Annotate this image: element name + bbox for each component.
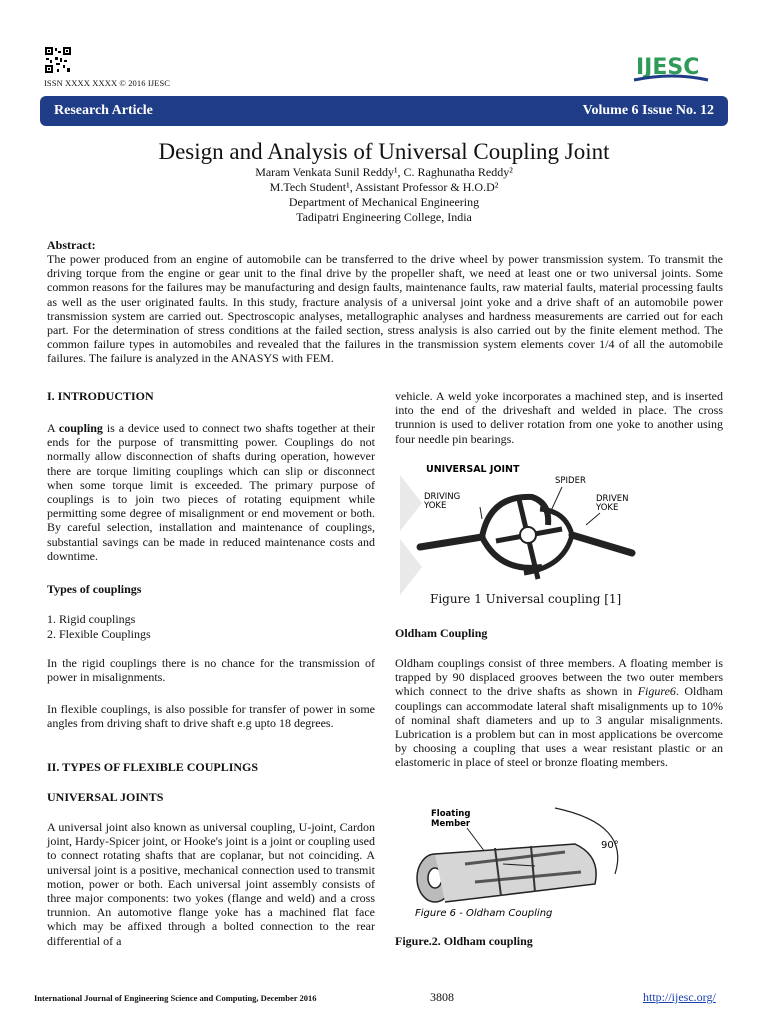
footer-journal: International Journal of Engineering Science and Computing, December 2016 bbox=[34, 993, 317, 1003]
fig2-angle-label: 90° bbox=[601, 840, 619, 851]
oldham-heading: Oldham Coupling bbox=[395, 626, 488, 640]
svg-text:YOKE: YOKE bbox=[596, 503, 619, 513]
universal-joint-paragraph: A universal joint also known as universal coupling, U-joint, Cardon joint, Hardy-Spicer joint, or Hooke's joint is a joint or coupling used to connect rotating shafts that are coplanar, but not coinciding. A universal joint is a positive, mechanical connection used to transmit motion, power or both. Each universal joint assembly consists of three major components: two yokes (flange and weld) and a cross trunnion. An automotive flange yoke has a machined flat face which may be affixed through a bolted connection to the rear differential of a bbox=[47, 820, 375, 948]
ijesc-logo bbox=[632, 52, 710, 88]
continued-paragraph: vehicle. A weld yoke incorporates a machined step, and is inserted into the end of the driveshaft and welded in place. The cross trunnion is used to deliver rotation from one yoke to another using four needle pin bearings. bbox=[395, 389, 723, 446]
footer-page-number: 3808 bbox=[430, 990, 454, 1004]
header-band bbox=[40, 96, 728, 126]
rigid-paragraph: In the rigid couplings there is no chance for the transmission of power in misalignments. bbox=[47, 656, 375, 685]
oldham-paragraph: Oldham couplings consist of three members. A floating member is trapped by 90 displaced grooves between the two outer members which connect to the drive shafts as shown in Figure6. Oldham couplings can accommodate lateral shaft misalignments up to 10% of nominal shaft diameters and up to 3 angular misalignments. Lubrication is a problem but can in most applications be overcome by choosing a coupling that uses a wear resistant plastic or an elastomeric in place of steel or bronze floating members. bbox=[395, 656, 723, 770]
svg-text:YOKE: YOKE bbox=[424, 501, 447, 511]
abstract-text: The power produced from an engine of automobile can be transferred to the drive wheel by power transmission system. To transmit the driving torque from the engine or gear unit to the final drive by the propeller shaft, we need at least one or two universal joints. Some common reasons for the failures may be manufacturing and design faults, maintenance faults, raw material faults, material processing faults as well as the user originated faults. In this study, fracture analysis of a universal joint yoke and a drive shaft of an automobile power transmission system are carried out. Spectroscopic analyses, metallographic analyses and hardness measurements are carried out for each part. For the determination of stress conditions at the failed section, stress analysis is also carried out by the finite element method. The common failure types in automobiles and revealed that the failures in the transmission system elements cover 1/4 of all the automobile failures. The failure is analyzed in the ANASYS with FEM. bbox=[47, 252, 723, 366]
department-line: Department of Mechanical Engineering bbox=[288, 195, 480, 209]
section-2-heading: II. TYPES OF FLEXIBLE COUPLINGS bbox=[47, 760, 259, 774]
type-item-rigid: 1. Rigid couplings bbox=[47, 612, 136, 626]
figure-2-caption: Figure.2. Oldham coupling bbox=[395, 934, 533, 948]
svg-text:Member: Member bbox=[431, 819, 471, 829]
roles-line: M.Tech Student¹, Assistant Professor & H.O.D² bbox=[269, 180, 499, 194]
figure6-reference: Figure6 bbox=[637, 684, 676, 699]
abstract-heading: Abstract: bbox=[47, 238, 96, 252]
coupling-term: coupling bbox=[58, 421, 103, 435]
figure-oldham-coupling bbox=[405, 804, 655, 922]
fig2-inner-caption: Figure 6 - Oldham Coupling bbox=[415, 908, 553, 919]
issn-line: ISSN XXXX XXXX © 2016 IJESC bbox=[44, 78, 171, 88]
footer-url-link[interactable]: http://ijesc.org/ bbox=[643, 990, 716, 1004]
article-type-label: Research Article bbox=[54, 103, 153, 118]
qr-code-icon bbox=[44, 46, 72, 74]
types-heading: Types of couplings bbox=[47, 582, 142, 596]
logo-text: IJESC bbox=[636, 55, 700, 80]
volume-label: Volume 6 Issue No. 12 bbox=[582, 103, 714, 118]
paper-title: Design and Analysis of Universal Coupling Joint bbox=[158, 139, 610, 164]
fig2-floating-label: Floating bbox=[431, 809, 471, 819]
intro-paragraph: A coupling is a device used to connect two shafts together at their ends for the purpose of transmitting power. Couplings do not normally allow disconnection of shafts during operation, however there are torque limiting couplings which can slip or disconnect when some torque limit is exceeded. The primary purpose of couplings is to join two pieces of rotating equipment while permitting some degree of misalignment or end movement or both. By careful selection, installation and maintenance of couplings, substantial savings can be made in reduced maintenance costs and downtime. bbox=[47, 421, 375, 563]
intro-heading: I. INTRODUCTION bbox=[47, 389, 154, 403]
fig1-driving-label: DRIVING bbox=[424, 492, 461, 502]
flexible-paragraph: In flexible couplings, is also possible for transfer of power in some angles from driving shaft to drive shaft e.g upto 18 degrees. bbox=[47, 702, 375, 731]
fig1-spider-label: SPIDER bbox=[555, 476, 586, 486]
type-item-flexible: 2. Flexible Couplings bbox=[47, 627, 151, 641]
college-line: Tadipatri Engineering College, India bbox=[296, 210, 472, 224]
fig1-driven-label: DRIVEN bbox=[596, 494, 629, 504]
universal-joints-heading: UNIVERSAL JOINTS bbox=[47, 790, 164, 804]
figure-1-caption: Figure 1 Universal coupling [1] bbox=[430, 592, 622, 606]
authors-line: Maram Venkata Sunil Reddy¹, C. Raghunatha Reddy² bbox=[255, 165, 513, 179]
fig1-title: UNIVERSAL JOINT bbox=[426, 464, 520, 475]
figure-universal-joint bbox=[400, 455, 650, 595]
